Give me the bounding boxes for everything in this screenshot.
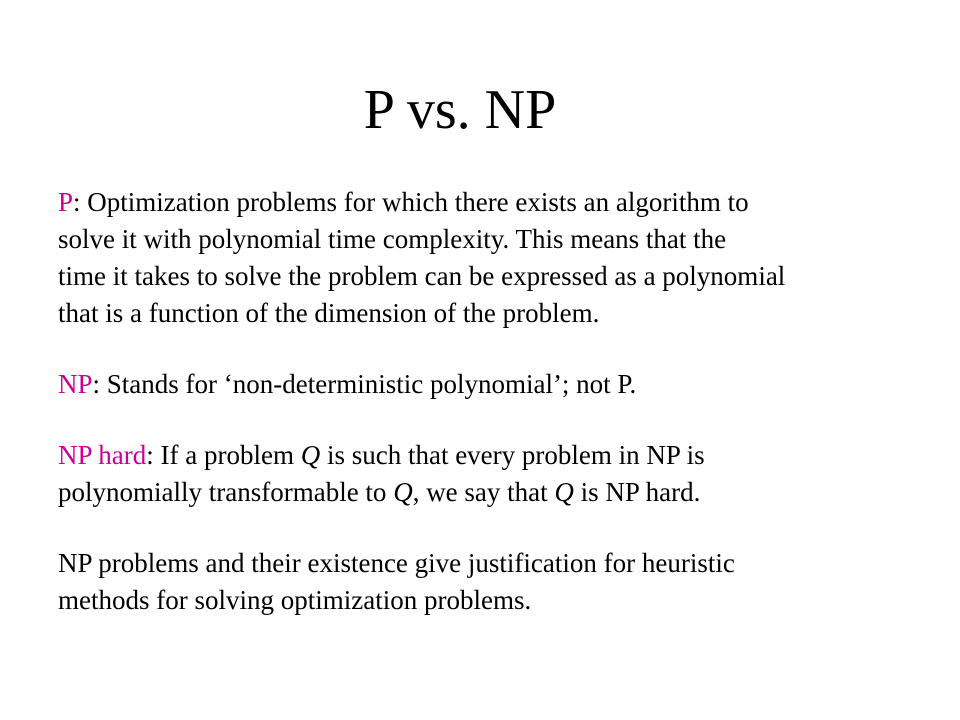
np-hard-definition-line-2 [58, 474, 938, 511]
p-definition-line-1 [58, 184, 938, 221]
term-p: P [58, 187, 74, 217]
slide-title: P vs. NP [363, 79, 557, 141]
term-np-hard: NP hard [58, 440, 147, 470]
np-definition [58, 366, 938, 403]
variable-q: Q [554, 477, 574, 507]
conclusion-line-1: NP problems and their existence give justification for heuristic [58, 548, 735, 578]
variable-q: Q [300, 440, 321, 470]
slide-body [58, 184, 938, 653]
np-hard-text-1b: is such that every problem in NP is [320, 440, 705, 470]
term-np: NP [58, 369, 93, 399]
p-definition [58, 184, 938, 332]
conclusion [58, 545, 938, 619]
np-definition-text: : Stands for ‘non-deterministic polynomial’; not P. [92, 369, 637, 399]
np-hard-text-2b: , we say that [412, 477, 555, 507]
np-hard-definition [58, 437, 938, 511]
conclusion-line-2: methods for solving optimization problems. [58, 585, 532, 615]
np-definition-line-1 [58, 366, 938, 403]
p-definition-line-2: solve it with polynomial time complexity. This means that the [58, 224, 727, 254]
np-hard-definition-line-1 [58, 437, 938, 474]
p-definition-line-4: that is a function of the dimension of the problem. [58, 298, 600, 328]
variable-q: Q [393, 477, 413, 507]
np-hard-text-1a: : If a problem [146, 440, 301, 470]
np-hard-text-2a: polynomially transformable to [58, 477, 394, 507]
p-definition-line-3: time it takes to solve the problem can be expressed as a polynomial [58, 261, 786, 291]
np-hard-text-2c: is NP hard. [573, 477, 701, 507]
p-definition-text-1: : Optimization problems for which there exists an algorithm to [73, 187, 749, 217]
